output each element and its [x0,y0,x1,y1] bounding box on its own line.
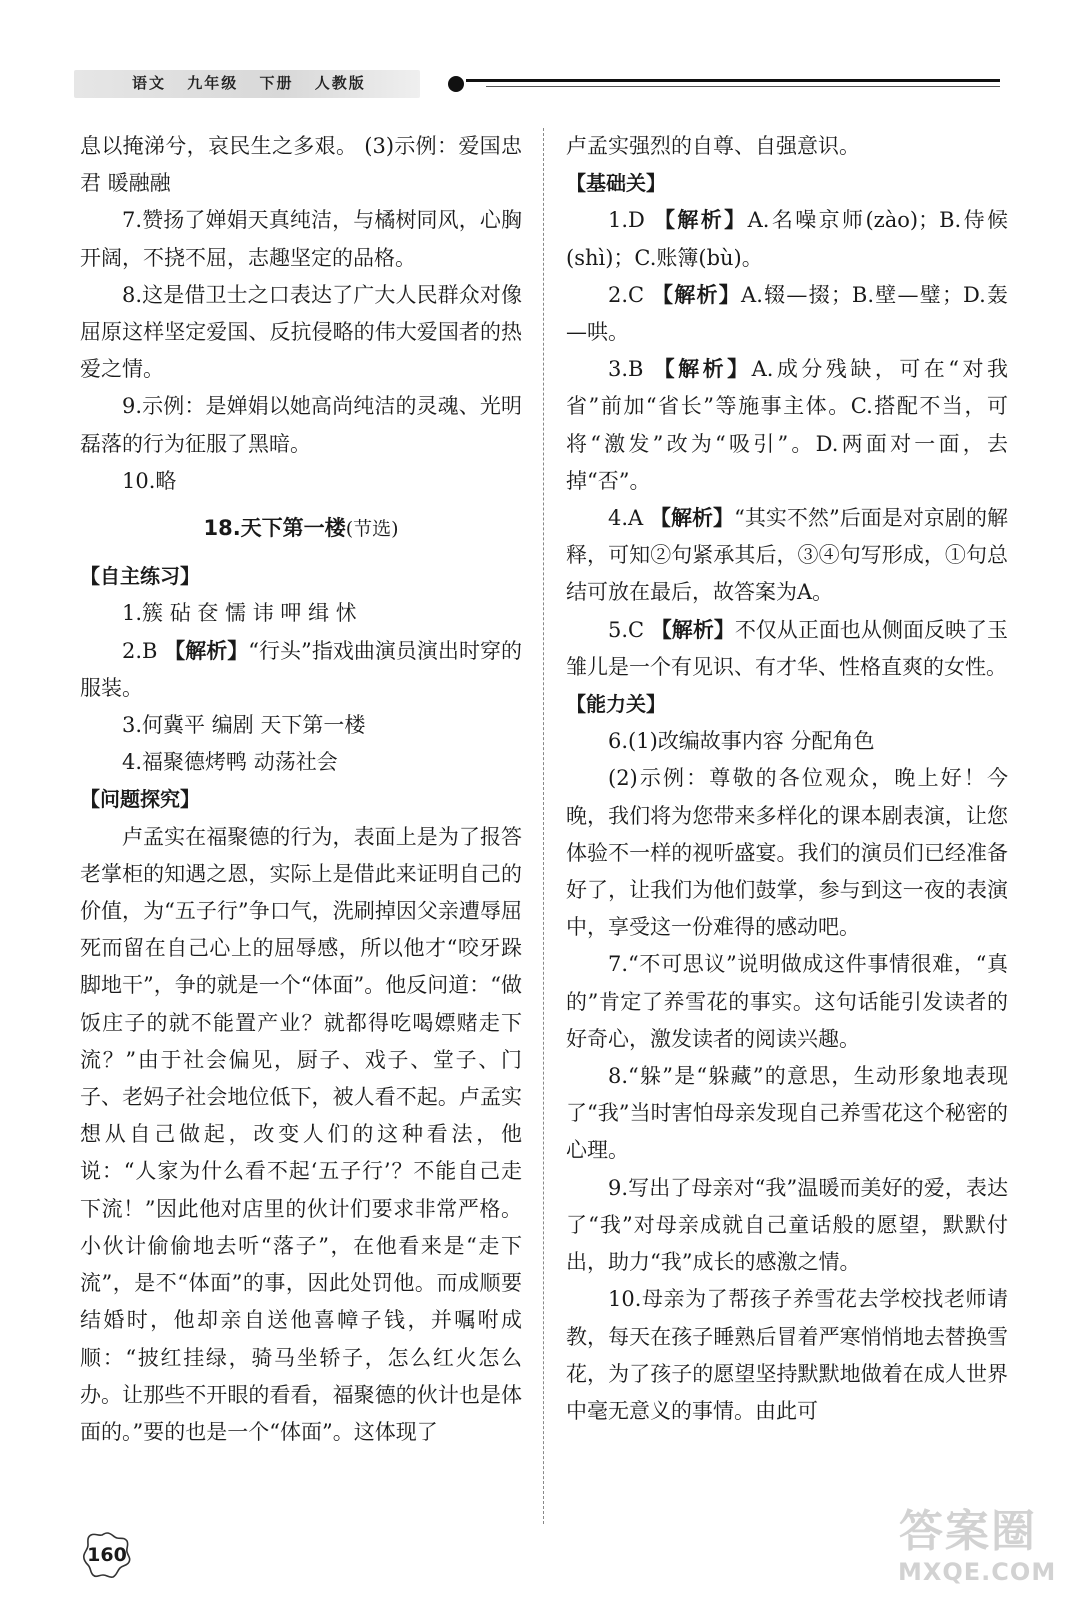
watermark-logo: 答案圈 [899,1506,1037,1557]
ability-6-1: 6.(1)改编故事内容 分配角色 [608,729,875,754]
header-volume: 下册 [259,74,294,92]
practice-4: 4.福聚德烤鸭 动荡社会 [122,750,338,775]
running-header [132,72,380,93]
analysis-tag: 【解析】 [652,282,742,307]
analysis-tag: 【解析】 [653,208,748,233]
answer-9: 9.示例：是婵娟以她高尚纯洁的灵魂、光明磊落的行为征服了黑暗。 [80,394,522,456]
header-rule-thin [486,86,1000,87]
column-divider [543,128,544,1524]
header-grade: 九年级 [187,74,239,92]
header-subject: 语文 [132,74,167,92]
header-edition: 人教版 [314,74,366,92]
basic-1 [566,202,1008,276]
page-number-text: 160 [87,1544,127,1566]
section-label-explore: 【问题探究】 [80,787,200,812]
analysis-text: A.名噪京师(zào)；B.侍候(shì)；C.账簿(bù)。 [566,208,1008,270]
analysis-text: “其实不然”后面是对京剧的解释，可知②句紧承其后，③④句写形成，①句总结可放在最后，故答案为A。 [566,506,1008,605]
answer-number: 1.D [608,208,645,233]
watermark-url: MXQE.COM [898,1558,1057,1586]
basic-3 [566,351,1008,500]
answer-number: 5.C [608,617,645,642]
explore-paragraph: 卢孟实在福聚德的行为，表面上是为了报答老掌柜的知遇之恩，实际上是借此来证明自己的价值，为“五子行”争口气，洗刷掉因父亲遭辱屈死而留在自己心上的屈辱感，所以他才“咬牙跺脚地干”，争的就是一个“体面”。他反问道：“做饭庄子的就不能置产业？就都得吃喝嫖赌走下流？”由于社会偏见，厨子、戏子、堂子、门子、老妈子社会地位低下，被人看不起。卢孟实想从自己做起，改变人们的这种看法，他说：“人家为什么看不起‘五子行’？不能自己走下流！”因此他对店里的伙计们要求非常严格。小伙计偷偷地去听“落子”，在他看来是“走下流”，是不“体面”的事，因此处罚他。而成顺要结婚时，他却亲自送他喜幛子钱，并嘱咐成顺：“披红挂绿，骑马坐轿子，怎么红火怎么办。让那些不开眼的看看，福聚德的伙计也是体面的。”要的也是一个“体面”。这体现了 [80,824,522,1444]
answer-number: 4.A [608,506,644,531]
page-number [82,1530,132,1580]
answer-number: 3.B [608,357,644,382]
header-dot-icon [448,76,464,92]
analysis-tag: 【解析】 [164,638,249,663]
answer-number: 2.C [608,282,645,307]
practice-1: 1.簇 砧 奁 懦 讳 呷 缉 怵 [122,601,357,626]
continued-paragraph: 卢孟实强烈的自尊、自强意识。 [566,134,860,158]
analysis-text: A.辍—掇；B.壁—璧；D.轰—哄。 [566,282,1008,345]
analysis-tag: 【解析】 [649,506,735,531]
watermark [898,1506,1057,1590]
analysis-tag: 【解析】 [653,357,752,382]
analysis-text: “行头”指戏曲演员演出时穿的服装。 [80,638,522,700]
answer-8: 8.这是借卫士之口表达了广大人民群众对像屈原这样坚定爱国、反抗侵略的伟大爱国者的热爱之情。 [80,282,522,382]
ability-7: 7.“不可思议”说明做成这件事情很难，“真的”肯定了养雪花的事实。这句话能引发读者的好奇心，激发读者的阅读兴趣。 [566,952,1008,1051]
section-label-basic: 【基础关】 [566,171,666,196]
left-column [80,128,522,1451]
analysis-text: 不仅从正面也从侧面反映了玉雏儿是一个有见识、有才华、性格直爽的女性。 [566,617,1009,679]
right-column [566,128,1008,1430]
chapter-title-main: 18.天下第一楼 [203,516,346,541]
ability-6-2: (2)示例：尊敬的各位观众，晚上好！今晚，我们将为您带来多样化的课本剧表演，让您体验不一样的视听盛宴。我们的演员们已经准备好了，让我们为他们鼓掌，参与到这一夜的表演中，享受这一份难得的感动吧。 [566,766,1008,940]
basic-5 [566,612,1008,686]
basic-2 [566,277,1008,351]
chapter-title [80,510,522,548]
practice-2 [80,633,522,707]
answer-paragraph: 息以掩涕兮，哀民生之多艰。 (3)示例：爱国忠君 暖融融 [80,134,522,196]
section-label-ability: 【能力关】 [566,692,666,717]
ability-9: 9.写出了母亲对“我”温暖而美好的爱，表达了“我”对母亲成就自己童话般的愿望，默默付出，助力“我”成长的感激之情。 [566,1175,1008,1275]
ability-10: 10.母亲为了帮孩子养雪花去学校找老师请教，每天在孩子睡熟后冒着严寒悄悄地去替换雪花，为了孩子的愿望坚持默默地做着在成人世界中毫无意义的事情。由此可 [566,1287,1008,1423]
analysis-tag: 【解析】 [650,617,735,642]
analysis-text: A.成分残缺，可在“对我省”前加“省长”等施事主体。C.搭配不当，可将“激发”改为“吸引”。D.两面对一面，去掉“否”。 [566,357,1008,493]
practice-3: 3.何冀平 编剧 天下第一楼 [122,713,366,738]
answer-10: 10.略 [122,468,177,493]
header-rule [466,79,1000,82]
ability-8: 8.“躲”是“躲藏”的意思，生动形象地表现了“我”当时害怕母亲发现自己养雪花这个秘密的心理。 [566,1064,1008,1163]
chapter-title-sub: (节选) [345,518,399,541]
answer-number: 2.B [122,638,158,663]
answer-7: 7.赞扬了婵娟天真纯洁，与橘树同风，心胸开阔，不挠不屈，志趣坚定的品格。 [80,208,522,270]
section-label-practice: 【自主练习】 [80,564,200,589]
basic-4 [566,500,1008,612]
